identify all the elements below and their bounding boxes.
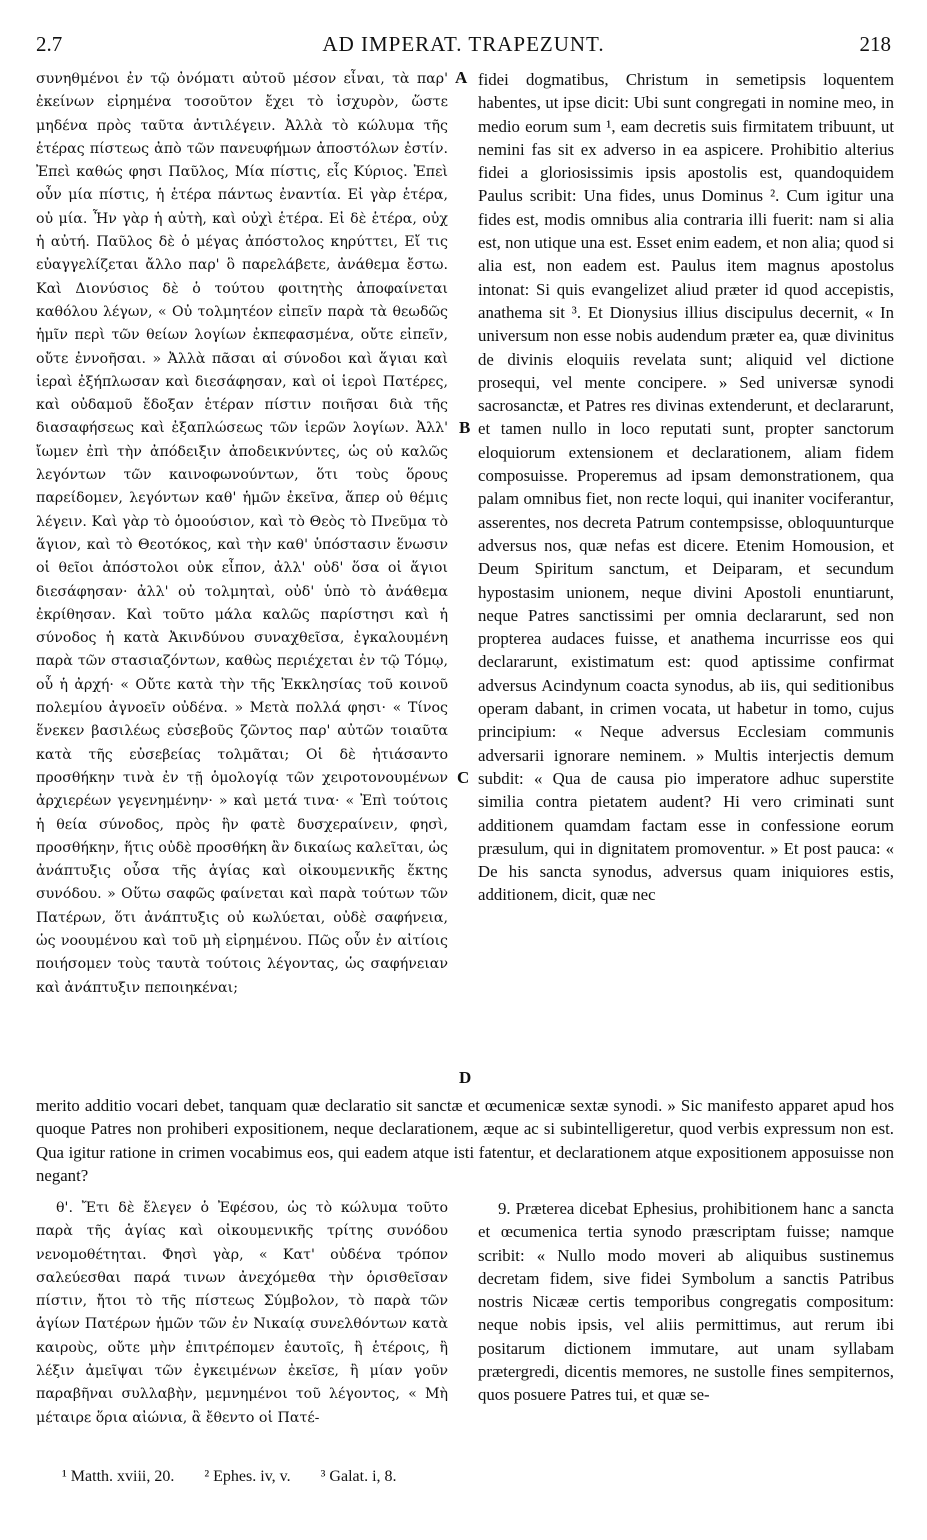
footnote-1: ¹ Matth. xviii, 20. xyxy=(62,1468,175,1485)
header-page-number: 218 xyxy=(859,32,891,56)
margin-letter-d: D xyxy=(459,1068,472,1087)
latin-text-bottom: 9. Præterea dicebat Ephesius, prohibitionem hanc a sancta et œcumenica tertia synodo præscriptam fuisse; namque scribit: « Nullo modo moveri ab aliquibus sustinemus decretam fidem, sive fidei Symbolum a sanctis Patribus nostris Nicææ certis temporibus congregatis compositum: neque nobis ipsis, vel aliis permittimus, aut rerum ibi positarum dictionem immutare, aut unam syllabam prætergredi, dicentis memores, ne sustolle fines sempiternos, quos posuere Patres tui, et quæ se- xyxy=(478,1199,894,1405)
latin-text-top: fidei dogmatibus, Christum in semetipsis loquentem habentes, ut ipse dicit: Ubi sunt congregati in nomine meo, in medio eorum sum ¹, eam decretis suis firmitatem tribuunt, ut nemini fas sit ex adverso in ea aspicere. Prohibitio alterius fidei a gloriosissimis ipsis apostolis est, quandoquidem Paulus scribit: Una fides, unus Dominus ². Cum igitur una fides est, modis omnibus alia contraria illi fuerit: nam si alia est, non utique una est. Esset enim eadem, et non alia; quod si alia est, non eadem est. Paulus item magnus apostolus intonat: Si quis evangelizet aliud præter id quod accepistis, anathema sit ³. Et Dionysius illius discipulus decernit, « In universum non esse nobis audendum præter ea, quæ divinitus de divinis eloquiis revelata sunt; aliquid vel dictione prosequi, vel mente concipere. » Sed universæ synodi sacrosanctæ, et Patres res divinas extenderunt, et declararunt, et tamen nullo in loco reputati sunt, propter sanctorum eloquiorum extensionem et declarationem, aliam fidem composuisse. Properemus ad ipsam demonstrationem, qua palam omnibus fiet, non recte loqui, qui inaniter vociferantur, asserentes, nos decreta Patrum contempsisse, obloquunturque adversus nos, quæ nefas est dicere. Etenim Homousion, et Deum Spiritum sanctum, et Deiparam, et secundum hypostasim unionem, neque divini Apostoli enuntiarunt, neque Patres sanctissimi per omnia declararunt, sed non propterea audaces fuisse, et anathema incurrisse eos qui declararunt, existimatum est: quod aptissime confirmat adversus Acindynum coacta synodus, ab iis, qui seditionibus operam dabant, in crimen vocata, ut habetur in tomo, cujus principium: « Neque adversus Ecclesiam communis adversarii ignorare neminem. » Multis interjectis demum subdit: « Qua de causa pio imperatore adhuc superstite similia contra pietatem audent? Hi vero criminati sunt additionem quamdam factam esse in confessione eorum præsulum, qui in dignitatem promoventur. » Et post pauca: « De his sancta synodus, adversus quam iniquiores estis, additionem, dicit, quæ nec xyxy=(478,70,894,905)
latin-column-bottom xyxy=(478,1197,894,1452)
greek-column-bottom xyxy=(36,1197,448,1452)
header-title: AD IMPERAT. TRAPEZUNT. xyxy=(322,32,605,56)
footnote-3: ³ Galat. i, 8. xyxy=(320,1468,397,1485)
greek-text-bottom: θ'. Ἔτι δὲ ἔλεγεν ὁ Ἐφέσου, ὡς τὸ κώλυμα τοῦτο παρὰ τῆς ἁγίας καὶ οἰκουμενικῆς τρίτης συνόδου νενομοθέτηται. Φησὶ γὰρ, « Κατ' οὐδένα τρόπον σαλεύεσθαι παρά τινων ἀνεχόμεθα τὴν ὁρισθεῖσαν πίστιν, ἤτοι τὸ τῆς πίστεως Σύμβολον, τὸ παρὰ τῶν ἁγίων Πατέρων ἡμῶν τῶν ἐν Νικαίᾳ συνελθόντων κατὰ καιροὺς, οὔτε μὴν ἐπιτρέπομεν ἑαυτοῖς, ἢ ἑτέροις, ἢ λέξιν ἀμεῖψαι τῶν ἐγκειμένων ἐκεῖσε, ἢ μίαν γοῦν παραβῆναι συλλαβὴν, μεμνημένοι τοῦ λέγοντος, « Μὴ μέταιρε ὅρια αἰώνια, ἃ ἔθεντο οἱ Πατέ- xyxy=(36,1200,448,1426)
margin-letter-c: C xyxy=(457,768,470,787)
latin-text-fullwidth: merito additio vocari debet, tanquam quæ declaratio sit sanctæ et œcumenicæ sextæ synodi. » Sic manifesto apparet apud hos quoque Patres non prohiberi expositionem, neque declarationem, æque ac si subintelligeretur, quod verbis expressum non est. Qua igitur ratione in crimen vocabimus eos, qui eadem atque isti fatentur, et declarationem atque expositionem apposuisse non negant? xyxy=(36,1096,894,1185)
footnotes xyxy=(62,1468,562,1486)
latin-fullwidth-block xyxy=(36,1094,894,1188)
running-header xyxy=(36,32,891,62)
footnote-2: ² Ephes. iv, v. xyxy=(204,1468,291,1485)
margin-letter-b: B xyxy=(459,418,471,437)
greek-column-top xyxy=(36,68,448,1091)
latin-column-top xyxy=(478,68,894,1091)
header-column-number: 2.7 xyxy=(36,32,63,56)
margin-letter-a: A xyxy=(455,68,468,87)
greek-text-top: συνηθμένοι ἐν τῷ ὀνόματι αὐτοῦ μέσον εἶναι, τὰ παρ' ἐκείνων εἰρημένα τοσοῦτον ἔχει τὸ ἰσχυρὸν, ὥστε μηδένα πρὸς ταῦτα ἀντιλέγειν. Ἀλλὰ τὸ κώλυμα τῆς ἑτέρας πίστεως ἀπὸ τῶν πανευφήμων ἀποστόλων ἐστίν. Ἐπεὶ καθώς φησι Παῦλος, Μία πίστις, εἷς Κύριος. Ἐπεὶ οὖν μία πίστις, ἡ ἑτέρα πάντως ἐναντία. Εἰ γὰρ ἑτέρα, οὐ μία. Ἦν γὰρ ἡ αὐτὴ, καὶ οὐχὶ ἑτέρα. Εἰ δὲ ἑτέρα, οὐχ ἡ αὐτή. Παῦλος δὲ ὁ μέγας ἀπόστολος κηρύττει, Εἴ τις εὐαγγελίζεται ἄλλο παρ' ὃ παρελάβετε, ἀνάθεμα ἔστω. Καὶ Διονύσιος δὲ ὁ τούτου φοιτητὴς ἀποφαίνεται καθόλου λέγων, « Οὐ τολμητέον εἰπεῖν παρὰ τὰ θεωδῶς ἡμῖν περὶ τῶν θείων λογίων ἐκπεφασμένα, οὔτε εἰπεῖν, οὔτε ἐννοῆσαι. » Ἀλλὰ πᾶσαι αἱ σύνοδοι καὶ ἅγιαι καὶ ἱεραὶ ἐξήπλωσαν καὶ διεσάφησαν, καὶ οἱ ἱεροὶ Πατέρες, καὶ οὐδαμοῦ ἔδοξαν ἑτέραν πίστιν ποιῆσαι διὰ τῆς διασαφήσεως καὶ ἐξαπλώσεως τῶν ἱερῶν λογίων. Ἀλλ' ἴωμεν ἐπὶ τὴν ἀπόδειξιν ἀποδεικνύντες, ὡς οὐ καλῶς λεγόντων τῶν καινοφωνούντων, ὅτι τοὺς ὅρους παρείδομεν, λεγόντων καθ' ἡμῶν ἐκεῖνα, ἅπερ οὐ θέμις λέγειν. Καὶ γὰρ τὸ ὁμοούσιον, καὶ τὸ Θεὸς τὸ Πνεῦμα τὸ ἅγιον, καὶ τὸ Θεοτόκος, καὶ τὴν καθ' ὑπόστασιν ἕνωσιν οἱ θεῖοι ἀπόστολοι οὐκ εἶπον, ἀλλ' οὐδ' ὅσα οἱ ἅγιοι διεσάφησαν· ἀλλ' οὐ τολμηταὶ, οὐδ' ὑπὸ τὸ ἀνάθεμα ἐκρίθησαν. Καὶ τοῦτο μάλα καλῶς παρίστησι καὶ ἡ σύνοδος ἡ κατὰ Ἀκινδύνου συναχθεῖσα, ἐγκαλουμένη παρὰ τῶν στασιαζόντων, καθὼς περιέχεται ἐν τῷ Τόμῳ, οὗ ἡ ἀρχή· « Οὔτε κατὰ τὴν τῆς Ἐκκλησίας τοῦ κοινοῦ πολεμίου ἀγνοεῖν οὐδένα. » Μετὰ πολλά φησι· « Τίνος ἕνεκεν βασιλέως εὐσεβοῦς ζῶντος παρ' αὐτῶν τοιαῦτα κατὰ τῆς εὐσεβείας τολμᾶται; Οἱ δὲ ἠτιάσαντο προσθήκην τινὰ ἐν τῇ ὁμολογίᾳ τῶν χειροτονουμένων ἀρχιερέων γεγενημένην· » καὶ μετά τινα· « Ἐπὶ τούτοις ἡ θεία σύνοδος, πρὸς ἣν φατὲ δυσχεραίνειν, φησὶ, προσθήκην, ἥτις οὐδὲ προσθήκη ἂν δικαίως καλεῖται, ὡς ἀνάπτυξις οὖσα τῆς ἁγίας καὶ οἰκουμενικῆς ἕκτης συνόδου. » Οὕτω σαφῶς φαίνεται καὶ παρὰ τούτων τῶν Πατέρων, ὅτι ἀνάπτυξις οὐ κωλύεται, οὐδὲ σαφήνεια, ὡς νοουμένου καὶ τοῦ μὴ εἰρημένου. Πῶς οὖν ἐν αἰτίοις ποιήσομεν τοὺς ταυτὰ τούτοις λέγοντας, ὡς σαφήνειαν καὶ ἀνάπτυξιν πεποιηκέναι; xyxy=(36,71,448,996)
